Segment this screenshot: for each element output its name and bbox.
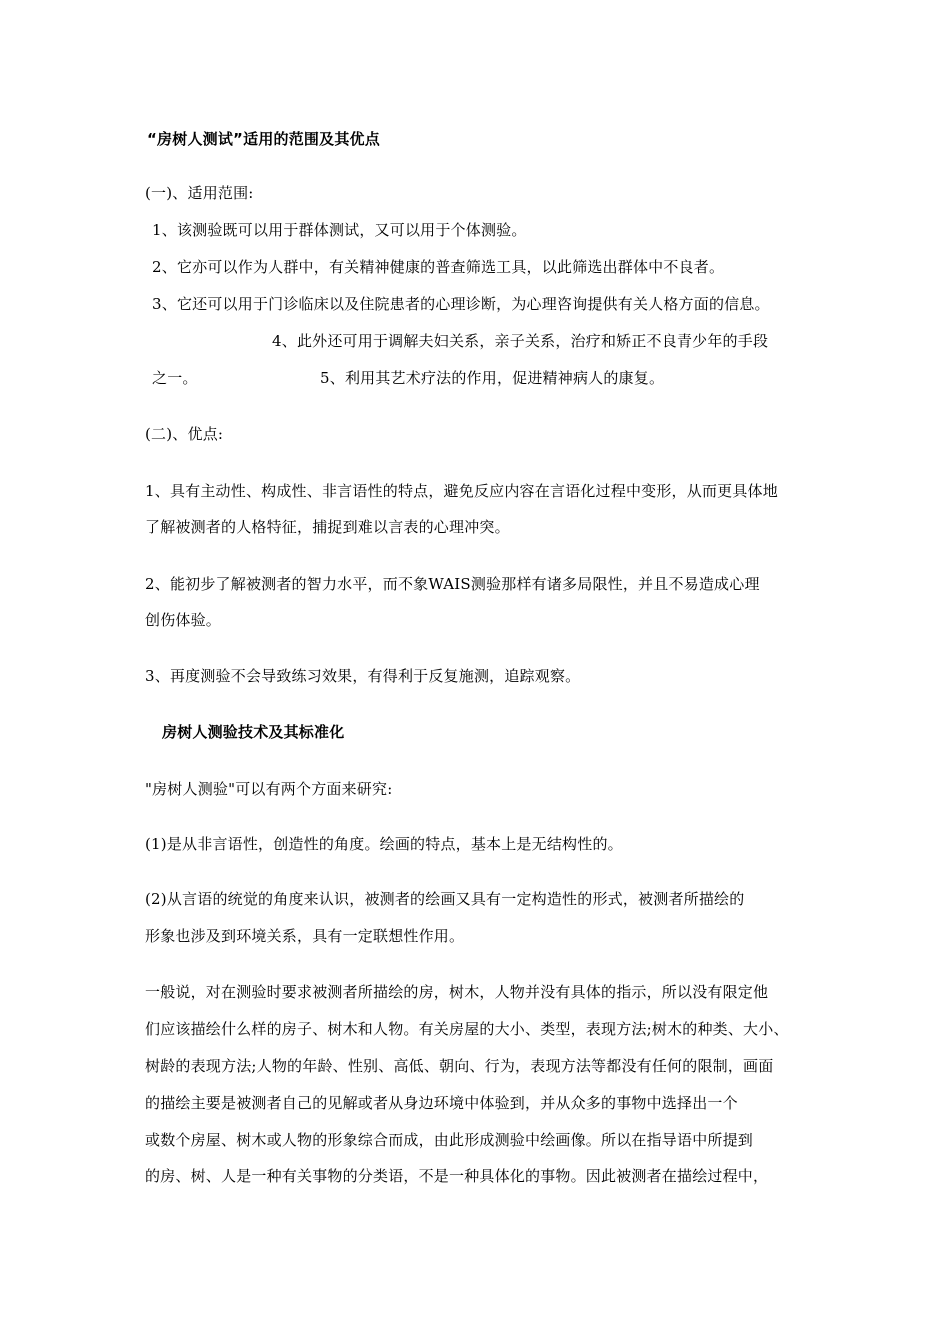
scope-item-2: 2、它亦可以作为人群中，有关精神健康的普查筛选工具，以此筛选出群体中不良者。: [152, 258, 725, 276]
point-2-line-2: 形象也涉及到环境关系，具有一定联想性作用。: [145, 927, 465, 945]
advantage-1-line-2: 了解被测者的人格特征，捕捉到难以言表的心理冲突。: [145, 518, 510, 536]
advantage-3: 3、再度测验不会导致练习效果，有得利于反复施测，追踪观察。: [145, 667, 581, 685]
scope-item-4-continued: 之一。: [152, 369, 198, 387]
heading-technique-standardization: 房树人测验技术及其标准化: [162, 723, 345, 741]
point-2-line-1: (2)从言语的统觉的角度来认识，被测者的绘画又具有一定构造性的形式，被测者所描绘的: [145, 890, 745, 908]
paragraph-line-6: 的房、树、人是一种有关事物的分类语，不是一种具体化的事物。因此被测者在描绘过程中，: [145, 1167, 769, 1185]
paragraph-line-3: 树龄的表现方法;人物的年龄、性别、高低、朝向、行为，表现方法等都没有任何的限制，画面: [145, 1057, 774, 1075]
paragraph-line-4: 的描绘主要是被测者自己的见解或者从身边环境中体验到，并从众多的事物中选择出一个: [145, 1094, 738, 1112]
paragraph-line-2: 们应该描绘什么样的房子、树木和人物。有关房屋的大小、类型，表现方法;树木的种类、大小、: [145, 1020, 789, 1038]
advantage-2-line-1: 2、能初步了解被测者的智力水平，而不象WAIS测验那样有诸多局限性，并且不易造成心理: [145, 575, 760, 593]
advantage-2-line-2: 创伤体验。: [145, 611, 222, 629]
section-scope-title: (一)、适用范围:: [145, 184, 254, 202]
scope-item-5: 5、利用其艺术疗法的作用，促进精神病人的康复。: [320, 369, 665, 387]
paragraph-line-5: 或数个房屋、树木或人物的形象综合而成，由此形成测验中绘画像。所以在指导语中所提到: [145, 1131, 754, 1149]
paragraph-line-1: 一般说，对在测验时要求被测者所描绘的房，树木，人物并没有具体的指示，所以没有限定他: [145, 983, 769, 1001]
scope-item-1: 1、该测验既可以用于群体测试，又可以用于个体测验。: [152, 221, 527, 239]
advantage-1-line-1: 1、具有主动性、构成性、非言语性的特点，避免反应内容在言语化过程中变形，从而更具体地: [145, 482, 778, 500]
section-advantages-title: (二)、优点:: [145, 425, 224, 443]
scope-item-4: 4、此外还可用于调解夫妇关系，亲子关系，治疗和矫正不良青少年的手段: [272, 332, 769, 350]
heading-scope-advantages: “房树人测试”适用的范围及其优点: [147, 130, 380, 148]
intro-line: "房树人测验"可以有两个方面来研究:: [145, 780, 393, 798]
scope-item-3: 3、它还可以用于门诊临床以及住院患者的心理诊断，为心理咨询提供有关人格方面的信息。: [152, 295, 770, 313]
point-1: (1)是从非言语性，创造性的角度。绘画的特点，基本上是无结构性的。: [145, 835, 623, 853]
